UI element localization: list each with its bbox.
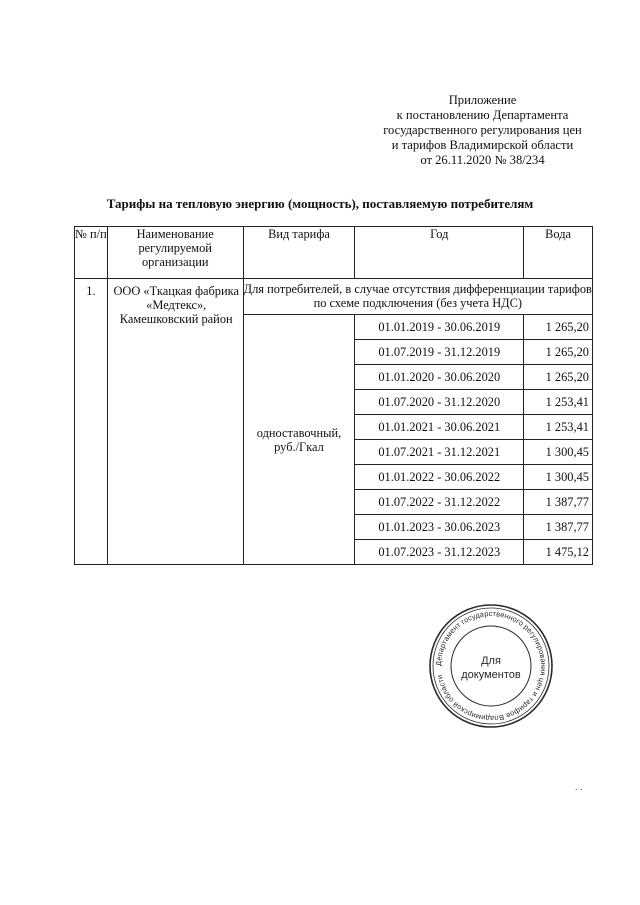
period-cell: 01.07.2023 - 31.12.2023 [355,540,524,565]
header-type: Вид тарифа [243,227,355,279]
official-stamp [427,602,555,730]
appendix-line: государственного регулирования цен [383,123,582,137]
appendix-line: Приложение [448,93,517,107]
stamp-ring-text: Департамент государственного регулирования цен и тарифов Владимирской области [433,608,549,724]
consumer-note: Для потребителей, в случае отсутствия дифференциации тарифов по схеме подключения (без учета НДС) [243,279,592,315]
period-cell: 01.01.2021 - 30.06.2021 [355,415,524,440]
appendix-line: и тарифов Владимирской области [391,138,574,152]
header-org: Наименование регулируемой организации [107,227,243,279]
table-header-row [75,227,593,279]
stamp-graphic [427,602,555,730]
tariff-table [74,226,593,565]
price-cell: 1 387,77 [524,490,593,515]
tariff-type: одноставочный, руб./Гкал [243,315,355,565]
period-cell: 01.07.2020 - 31.12.2020 [355,390,524,415]
period-cell: 01.07.2021 - 31.12.2021 [355,440,524,465]
header-num: № п/п [75,227,108,279]
appendix-header [380,93,585,168]
appendix-line: от 26.11.2020 № 38/234 [420,153,545,167]
organization-name: ООО «Ткацкая фабрика «Медтекс», Камешковский район [107,279,243,565]
price-cell: 1 253,41 [524,415,593,440]
stamp-center-line2: документов [461,669,521,681]
stamp-center-line1: Для [481,655,501,667]
corner-mark: . . [575,782,583,793]
price-cell: 1 387,77 [524,515,593,540]
price-cell: 1 253,41 [524,390,593,415]
document-title: Тарифы на тепловую энергию (мощность), поставляемую потребителям [106,196,534,211]
period-cell: 01.01.2022 - 30.06.2022 [355,465,524,490]
period-cell: 01.01.2020 - 30.06.2020 [355,365,524,390]
header-year: Год [355,227,524,279]
appendix-line: к постановлению Департамента [396,108,569,122]
price-cell: 1 265,20 [524,315,593,340]
price-cell: 1 475,12 [524,540,593,565]
period-cell: 01.07.2019 - 31.12.2019 [355,340,524,365]
period-cell: 01.07.2022 - 31.12.2022 [355,490,524,515]
price-cell: 1 265,20 [524,365,593,390]
table-row [75,279,593,315]
header-water: Вода [524,227,593,279]
price-cell: 1 300,45 [524,465,593,490]
period-cell: 01.01.2023 - 30.06.2023 [355,515,524,540]
price-cell: 1 300,45 [524,440,593,465]
row-number: 1. [75,279,108,565]
price-cell: 1 265,20 [524,340,593,365]
period-cell: 01.01.2019 - 30.06.2019 [355,315,524,340]
